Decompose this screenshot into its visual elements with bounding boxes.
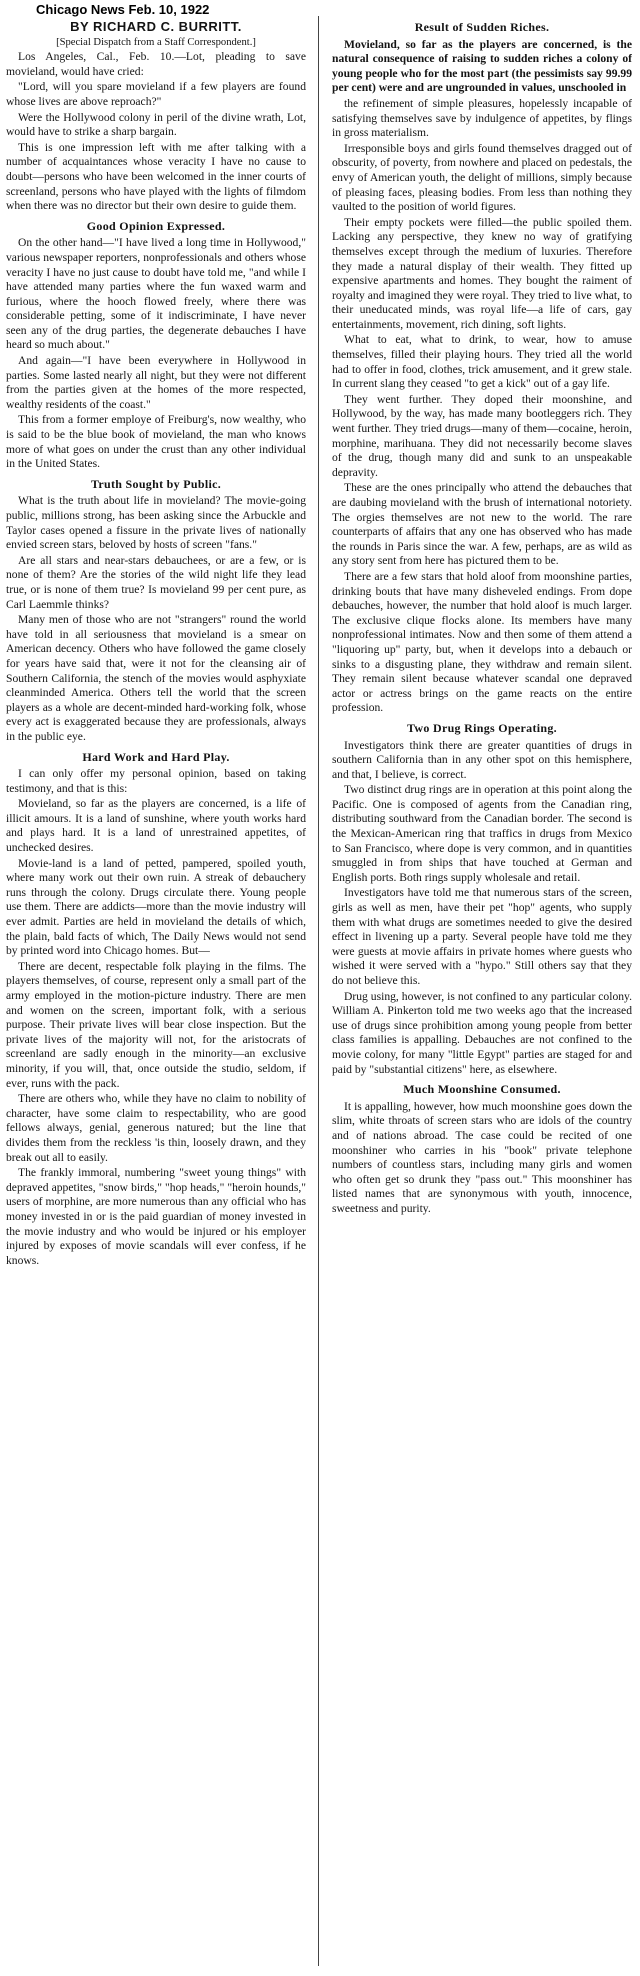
paragraph: I can only offer my personal opinion, based on taking testimony, and that is this: [6, 767, 306, 795]
left-column [6, 20, 306, 1970]
paragraph: They went further. They doped their moonshine, and Hollywood, by the way, has made many bootleggers rich. They went further. They tried drugs—many of them—cocaine, heroin, morphine, marihuana. They did not necessarily become slaves of the drug, though many did and sunk to an unspeakable depravity. [332, 392, 632, 479]
paragraph: On the other hand—"I have lived a long time in Hollywood," various newspaper reporters, nonprofessionals and others whose veracity I have no just cause to doubt have told me, "and while I have attended many parties where the fun waxed warm and furious, where the hooch flowed freely, where there was considerable petting, some of it indiscriminate, I have never seen any of the drug parties, the degenerate debauches I have heard so much about." [6, 236, 306, 352]
paragraph: These are the ones principally who attend the debauches that are daubing movieland with the brush of international notoriety. The orgies themselves are not new to the world. The rare counterparts of affairs that any one has observed who has made the rounds in Paris since the war. A few, perhaps, are as wild as any story sent from here has pictured them to be. [332, 481, 632, 568]
paragraph: There are a few stars that hold aloof from moonshine parties, drinking bouts that have many disheveled endings. From dope debauches, however, the number that hold aloof is much larger. The exclusive clique flocks alone. Its members have many nonprofessional intimates. Now and then some of them attend a "liquoring up" party, but, when it develops into a debauch or sinks to a disgusting plane, they withdraw and remain silent. They remain silent because whatever scandal one depraved actor or actress brings on the game reacts on the entire profession. [332, 569, 632, 715]
paragraph: "Lord, will you spare movieland if a few players are found whose lives are above reproach?" [6, 80, 306, 108]
paragraph: Los Angeles, Cal., Feb. 10.—Lot, pleading to save movieland, would have cried: [6, 50, 306, 78]
paragraph: The frankly immoral, numbering "sweet young things" with depraved appetites, "snow birds," "hop heads," "heroin hounds," users of morphine, are more numerous than any official who has money invested in or is the paid guardian of money invested in the movie industry and who would be injured or his employer injured by exposes of movie scandals will ever confess, if he knows. [6, 1166, 306, 1267]
paragraph: This from a former employe of Freiburg's, now wealthy, who is said to be the blue book of movieland, the man who knows more of what goes on under the crust than any other individual in the United States. [6, 413, 306, 471]
paragraph: Are all stars and near-stars debauchees, or are a few, or is none of them? Are the stories of the wild night life they lead true, or is none of them true? Is movieland 99 per cent pure, as Carl Laemmle thinks? [6, 553, 306, 611]
paragraph: This is one impression left with me after talking with a number of acquaintances whose veracity I have no cause to doubt—persons who have been welcomed in the inner courts of screenland, persons who have played with the lights of filmdom when there was no director but their own desire to guide them. [6, 140, 306, 213]
paragraph: What is the truth about life in movieland? The movie-going public, millions strong, has been asking since the Arbuckle and Taylor cases opened a fissure in the private lives of nationally envied screen stars, beloved by hosts of screen "fans." [6, 494, 306, 552]
paragraph: There are decent, respectable folk playing in the films. The players themselves, of course, represent only a small part of the army employed in the motion-picture industry. There are men and women on the screen, important folk, with a serious purpose. Their private lives will bear close inspection. But the private lives of the majority will not, for the aristocrats of screenland are sadly enough in the minority—an exclusive minority, if you will, that, once outside the studio, seldom, if ever, runs with the pack. [6, 959, 306, 1090]
paragraph: Two distinct drug rings are in operation at this point along the Pacific. One is composed of agents from the Canadian ring, distributing southward from the Canadian border. The second is the Mexican-American ring that traffics in drugs from Mexico to San Francisco, where dope is very common, and in quantities smuggled in from ships that have touched at German and English ports. Both rings supply wholesale and retail. [332, 783, 632, 884]
paragraph: What to eat, what to drink, to wear, how to amuse themselves, filled their playing hours. They tried all the world had to offer in food, clothes, trick amusement, and it grew stale. In current slang they ceased "to get a kick" out of a gay life. [332, 333, 632, 391]
section-heading: Two Drug Rings Operating. [407, 720, 557, 735]
paragraph: Movieland, so far as the players are concerned, is a life of illicit amours. It is a land of sunshine, where youth works hard and plays hard. It is a land of unrestrained appetites, of unchecked desires. [6, 797, 306, 855]
section-heading: Hard Work and Hard Play. [82, 749, 230, 764]
paragraph: And again—"I have been everywhere in Hollywood in parties. Some lasted nearly all night, but they were not different from the parties given at the homes of the more respected, wealthy residents of the coast." [6, 354, 306, 411]
paragraph: Were the Hollywood colony in peril of the divine wrath, Lot, would have to strike a sharp bargain. [6, 110, 306, 139]
paragraph: It is appalling, however, how much moonshine goes down the slim, white throats of screen stars who are idols of the country and of nations abroad. The case could be recited of one moonshiner who carries in his "book" private telephone numbers of countless stars, including many girls and women who often get so drunk they "pass out." This moonshiner has listed names that are synonymous with youth, innocence, sweetness and purity. [332, 1099, 632, 1215]
paragraph: Investigators think there are greater quantities of drugs in southern California than in any other spot on this hemisphere, and that, I believe, is correct. [332, 738, 632, 781]
column-rule [318, 16, 319, 1966]
section-heading: Result of Sudden Riches. [414, 20, 550, 34]
right-column [332, 20, 632, 1970]
paragraph: Many men of those who are not "strangers" round the world have told in all seriousness that movieland is a smear on American decency. Others who have followed the game closely for years have said that, were it not for the cleansing air of Southern California, the stench of the movies would asphyxiate cleanminded America. Others tell the world that the screen players as a whole are decent-minded hard-working folk, whose every act is exaggerated because they are professionals, always in the public eye. [6, 613, 306, 743]
section-heading: Much Moonshine Consumed. [403, 1082, 561, 1097]
dateline-note: [Special Dispatch from a Staff Correspondent.] [56, 36, 256, 48]
section-heading: Truth Sought by Public. [90, 476, 222, 491]
lead-paragraph: Movieland, so far as the players are concerned, is the natural consequence of raising to sudden riches a colony of young people who for the most part (the pessimists say 99.99 per cent) were and are ungrounded in values, unschooled in [332, 37, 632, 95]
masthead: Chicago News Feb. 10, 1922 [36, 2, 210, 17]
paragraph: Movie-land is a land of petted, pampered, spoiled youth, where many work out their own ruin. A streak of debauchery runs through the colony. Drugs circulate there. Young people use them. There are addicts—more than the movie industry will ever admit. Parties are held in movieland the details of which, the plain, bald facts of which, The Daily News would not send by printed word into Chicago homes. But— [6, 856, 306, 958]
paragraph: the refinement of simple pleasures, hopelessly incapable of satisfying themselves save by indulgence of appetites, by flings in gross materialism. [332, 96, 632, 140]
paragraph: Drug using, however, is not confined to any particular colony. William A. Pinkerton told me two weeks ago that the increased use of drugs since prohibition among young people from better class families is appalling. Debauches are not confined to the movie colony, for many "little Egypt" parties are staged for and paid by "substantial citizens" here, as elsewhere. [332, 989, 632, 1076]
byline: BY RICHARD C. BURRITT. [70, 20, 242, 34]
paragraph: Investigators have told me that numerous stars of the screen, girls as well as men, have their pet "hop" agents, who supply them with what drugs are sometimes needed to give the desired effect in livening up a party. Several people have told me they were guests at movie affairs in private homes where guests who wished it were served with a "hypo." Still others say that they do not believe this. [332, 886, 632, 987]
paragraph: There are others who, while they have no claim to nobility of character, have some claim to respectability, who are good fellows always, genial, generous natured; but the line that divides them from the reckless 'is thin, loosely drawn, and they break out all to easily. [6, 1092, 306, 1164]
section-heading: Good Opinion Expressed. [86, 218, 226, 233]
paragraph: Irresponsible boys and girls found themselves dragged out of obscurity, of poverty, from nowhere and placed on pedestals, the envy of American youth, the delight of millions, simply because of pleasing faces, pleasing bodies. From less than nothing they vaulted to the position of world figures. [332, 141, 632, 214]
paragraph: Their empty pockets were filled—the public spoiled them. Lacking any perspective, they knew no way of gratifying themselves except through the medium of luxuries. Therefore they made a natural display of their wealth. They fitted up expensive apartments and homes. They bought the raiment of royalty and imagined they were royal. They tried to live what, to their uneducated minds, was royal life—a life of cars, gay entertainments, movement, rich dining, soft lights. [332, 215, 632, 331]
